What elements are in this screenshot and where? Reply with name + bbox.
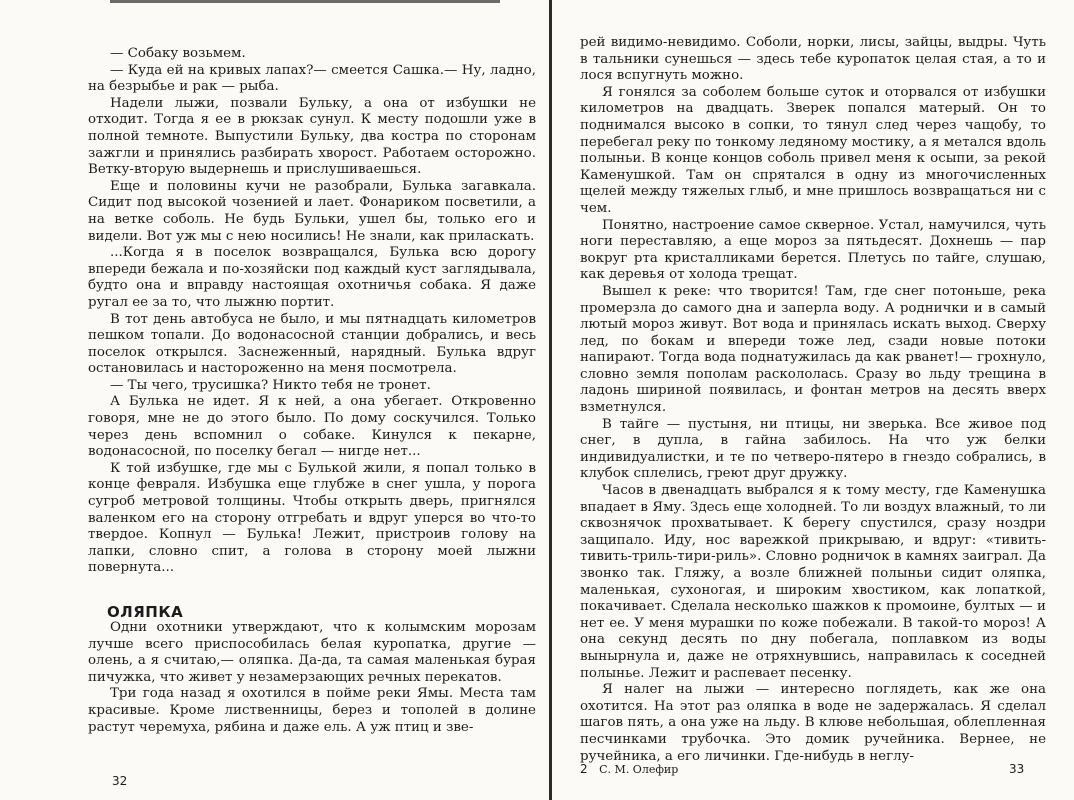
left-text-top — [88, 46, 536, 577]
left-text-bottom — [88, 620, 536, 736]
paragraph: — Ты чего, трусишка? Никто тебя не тронет. — [110, 377, 431, 393]
page-number: 32 — [112, 774, 128, 788]
right-page — [552, 0, 1074, 800]
signature-number: 2 — [580, 762, 588, 776]
right-text — [580, 35, 1046, 765]
paragraph: К той избушке, где мы с Булькой жили, я попал только в конце февраля. Избушка еще глубже в снег ушла, у порога сугроб метровой толщины. Чтобы открыть дверь, пригнялся валенком его на сторону отгребать и вдруг уперся во что-то твердое. Копнул — Булька! Лежит, пристроив голову на лапки, словно спит, а голова в сторону моей лыжни повернута... — [88, 460, 536, 576]
page-number: 33 — [1009, 762, 1025, 776]
paragraph: В тайге — пустыня, ни птицы, ни зверька. Все живое под снег, в дупла, в гайна забилось. На что уж белки индивидуалистки, и те по четверо-пятеро в гнездо собрались, в клубок сплелись, греют друг дружку. — [580, 416, 1046, 482]
paragraph: Я гонялся за соболем больше суток и оторвался от избушки километров на двадцать. Зверек попался матерый. Он то поднимался высоко в сопки, то тянул след через чащобу, то перебегал реку по тонкому ледяному мостику, а я метался вдоль полыньи. В конце концов соболь привел меня к осыпи, за рекой Каменушкой. Там он спрятался в одну из многочисленных щелей между тяжелых глыб, и мне пришлось возвращаться ни с чем. — [580, 84, 1046, 216]
paragraph: ...Когда я в поселок возвращался, Булька всю дорогу впереди бежала и по-хозяйски под каждый куст заглядывала, будто она и вправду настоящая охотничья собака. Я даже ругал ее за то, что лыжню портит. — [88, 245, 536, 310]
paragraph: Три года назад я охотился в пойме реки Ямы. Места там красивые. Кроме лиственницы, берез и тополей в долине растут черемуха, рябина и даже ель. А уж птиц и зве- — [88, 686, 536, 735]
paragraph: В тот день автобуса не было, и мы пятнадцать километров пешком топали. До водонасосной станции добрались, и весь поселок открылся. Заснеженный, нарядный. Булька вдруг остановилась и настороженно на меня посмотрела. — [88, 311, 536, 377]
signature-mark — [580, 762, 678, 776]
paragraph: Одни охотники утверждают, что к колымским морозам лучше всего приспособилась белая куропатка, другие — олень, а я считаю,— оляпка. Да-да, та самая маленькая бурая пичужка, что живет у незамерзающих речных перекатов. — [88, 620, 536, 685]
paragraph: Понятно, настроение самое скверное. Устал, намучился, чуть ноги переставляю, а еще мороз за пятьдесят. Дохнешь — пар вокруг рта кристалликами берется. Плетусь по тайге, слушаю, как деревья от холода трещат. — [580, 217, 1046, 283]
paragraph: А Булька не идет. Я к ней, а она убегает. Откровенно говоря, мне не до этого было. По дому соскучился. Только через день вспомнил о собаке. Кинулся к пекарне, водонасосной, по поселку бегал — нигде нет... — [88, 394, 536, 460]
section-heading: ОЛЯПКА — [107, 603, 184, 621]
paragraph: — Куда ей на кривых лапах?— смеется Сашка.— Ну, ладно, на безрыбье и рак — рыба. — [88, 62, 536, 95]
paragraph: — Собаку возьмем. — [110, 46, 246, 61]
paragraph: Часов в двенадцать выбрался я к тому месту, где Каменушка впадает в Яму. Здесь еще холодней. То ли воздух влажный, то ли сквознячок прохватывает. К берегу спустился, сразу ноздри защипало. Иду, нос варежкой прикрываю, и вдруг: «тивить-тивить-триль-тири-риль». Словно родничок в камнях заиграл. Да звонко так. Гляжу, а возле ближней полыньи сидит оляпка, маленькая, сухоногая, и широким хвостиком, как лопаткой, покачивает. Сделала несколько шажков к промоине, бултых — и нет ее. У меня мурашки по коже побежали. В такой-то мороз! А она секунд десять по дну побегала, поплавком из воды вынырнула и, даже не отряхнувшись, направилась к соседней полынье. Лежит и распевает песенку. — [580, 483, 1046, 681]
paragraph: Я налег на лыжи — интересно поглядеть, как же она охотится. На этот раз оляпка в воде не задержалась. Я сделал шагов пять, а она уже на льду. В клюве небольшая, облепленная песчинками трубочка. Это домик ручейника. Вернее, не ручейника, а его личинки. Где-нибудь в неглу- — [580, 682, 1046, 764]
paragraph: Надели лыжи, позвали Бульку, а она от избушки не отходит. Тогда я ее в рюкзак сунул. К месту подошли уже в полной темноте. Выпустили Бульку, два костра по сторонам зажгли и принялись разбирать хворост. Работаем осторожно. Ветку-вторую выдернешь и прислушиваешься. — [88, 95, 536, 178]
paragraph: Вышел к реке: что творится! Там, где снег потоньше, река промерзла до самого дна и заперла воду. А роднички и в самый лютый мороз живут. Вот вода и принялась искать выход. Сверху лед, по бокам и впереди тоже лед, сзади новые потоки напирают. Тогда вода поднатужилась да как рванет!— грохнуло, словно земля пополам раскололась. Сразу во льду трещина в ладонь шириной появилась, и фонтан метров на десять вверх взметнулся. — [580, 283, 1046, 416]
paragraph: рей видимо-невидимо. Соболи, норки, лисы, зайцы, выдры. Чуть в тальники сунешься — здесь тебе куропаток целая стая, а то и лося вспугнуть можно. — [580, 35, 1046, 84]
signature-author: С. М. Олефир — [599, 763, 679, 776]
paragraph: Еще и половины кучи не разобрали, Булька загавкала. Сидит под высокой чозенией и лает. Фонариком посветили, а на ветке соболь. Не будь Бульки, ушел бы, только его и видели. Вот уж мы с нею носились! Не знали, как приласкать. — [88, 178, 536, 244]
top-rule — [110, 0, 500, 3]
